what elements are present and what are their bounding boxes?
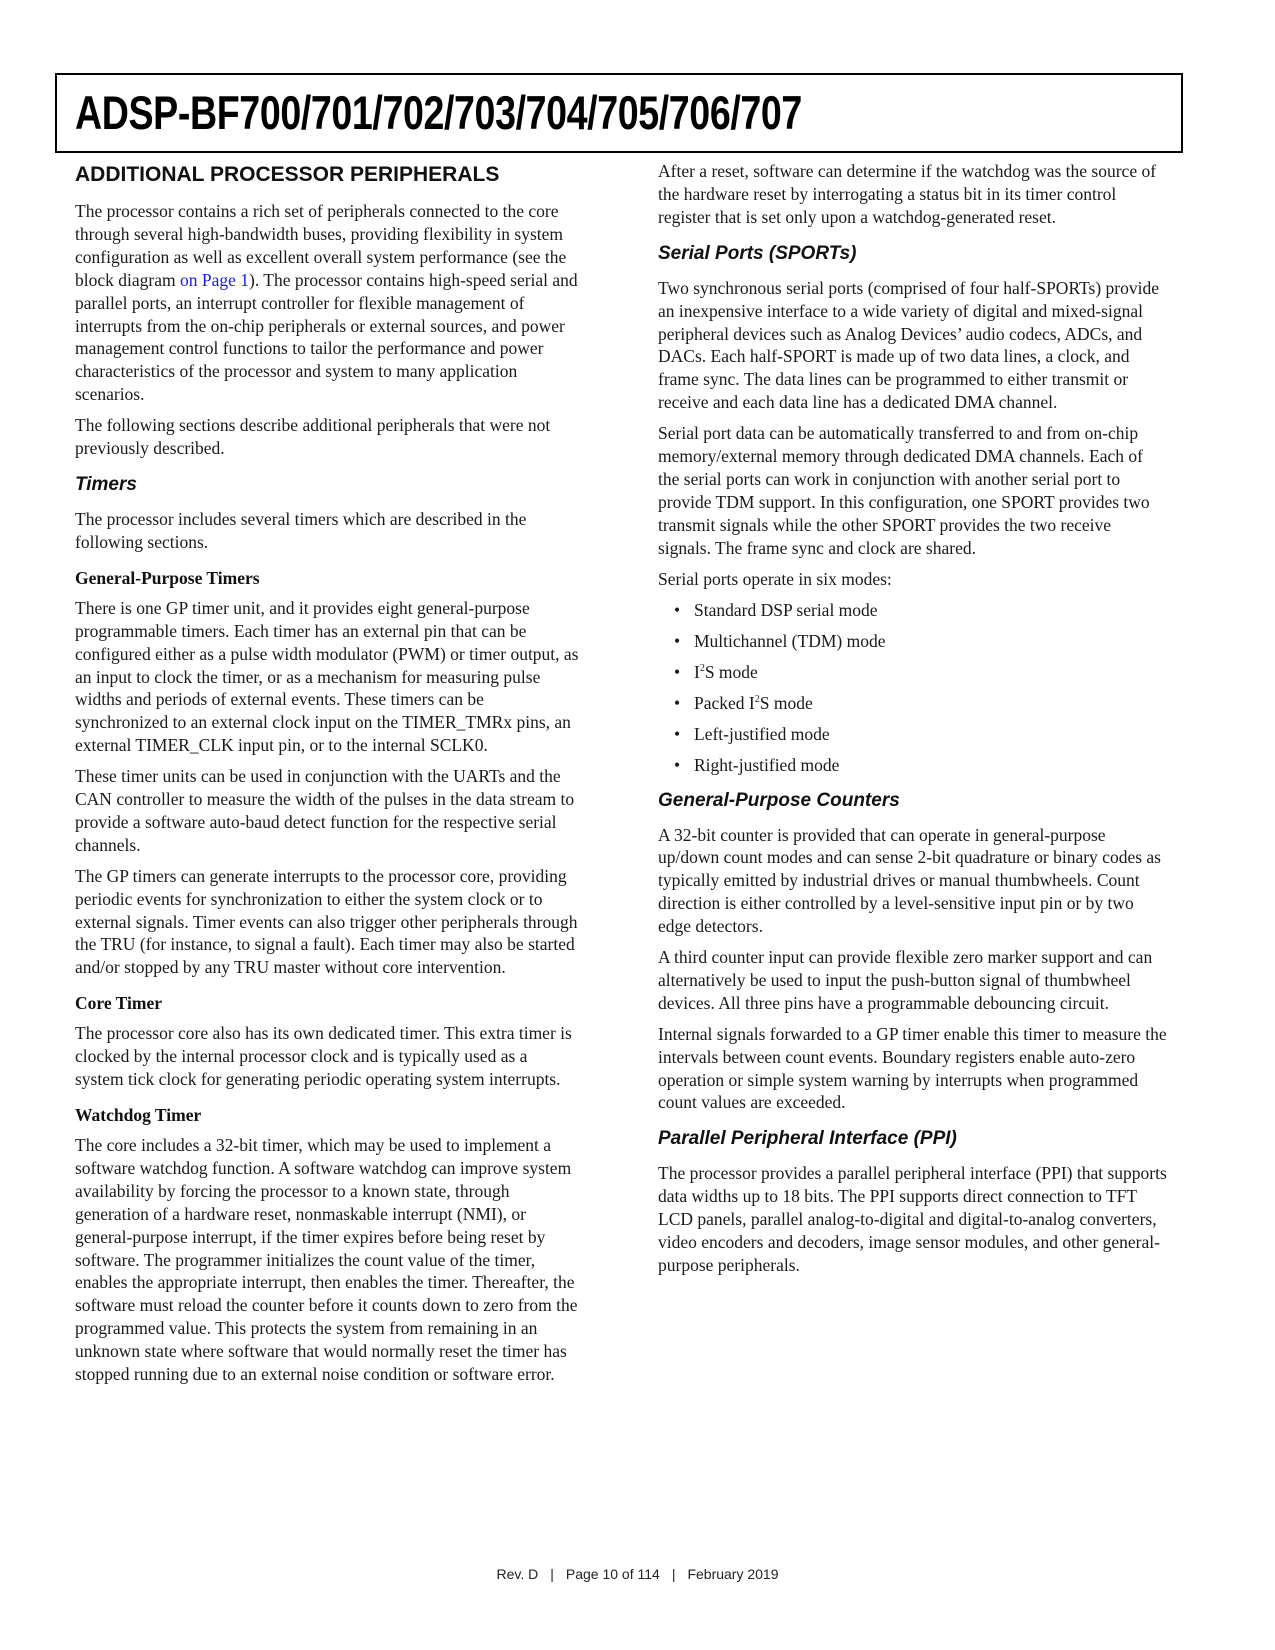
- timers-heading: Timers: [75, 473, 137, 495]
- list-item: • $I^2S$ mode: [674, 661, 1168, 683]
- page-number: Page 10 of 114: [565, 1566, 660, 1582]
- list-item: • Right-justified mode: [674, 754, 1168, 776]
- core-timer-heading: Core Timer: [75, 993, 162, 1014]
- document-header: [55, 73, 1183, 153]
- timers-paragraph: The processor includes several timers which are described in the following sections.: [75, 508, 527, 552]
- right-column: [658, 160, 1168, 1285]
- intro-paragraph-1: The processor contains a rich set of peripherals connected to the core through several high-bandwidth buses, providing flexibility in system configuration as well as excellent overall system performance (see the block diagram on Page 1). The processor contains high-speed serial and parallel ports, an interrupt controller for flexible management of interrupts from the on-chip peripherals or external sources, and power management control functions to tailor the performance and power characteristics of the processor and system to many application scenarios.: [75, 201, 578, 405]
- counters-heading: General-Purpose Counters: [658, 789, 900, 811]
- publication-date: February 2019: [687, 1566, 779, 1582]
- watchdog-timer-paragraph-2: After a reset, software can determine if the watchdog was the source of the hardware reset by interrogating a status bit in its timer control register that is set only upon a watchdog-generated reset.: [658, 161, 1157, 227]
- revision-label: Rev. D: [496, 1566, 539, 1582]
- footer-separator: |: [550, 1566, 554, 1582]
- core-timer-paragraph: The processor core also has its own dedicated timer. This extra timer is clocked by the internal processor clock and is typically used as a system tick clock for generating periodic operating system interrupts.: [75, 1023, 572, 1090]
- gp-timers-heading: General-Purpose Timers: [75, 567, 260, 588]
- gp-timers-paragraph-3: The GP timers can generate interrupts to the processor core, providing periodic events for synchronization to either the system clock or to external signals. Timer events can also trigger other peripherals through the TRU (for instance, to signal a fault). Each timer may also be started and/or stopped by any TRU master without core intervention.: [75, 865, 578, 978]
- sports-paragraph-3: Serial ports operate in six modes:: [658, 568, 892, 589]
- intro-paragraph-2: The following sections describe additional peripherals that were not previously described.: [75, 415, 551, 459]
- ppi-paragraph: The processor provides a parallel peripheral interface (PPI) that supports data widths up to 18 bits. The PPI supports direct connection to TFT LCD panels, parallel analog-to-digital and digital-to-analog converters, video encoders and decoders, image sensor modules, and other general-purpose peripherals.: [658, 1163, 1167, 1275]
- page-footer: [0, 1566, 1275, 1582]
- counters-paragraph-2: A third counter input can provide flexible zero marker support and can alternatively be used to input the push-button signal of thumbwheel devices. All three pins have a programmable debouncing circuit.: [658, 947, 1153, 1013]
- list-item: • Standard DSP serial mode: [674, 599, 1168, 621]
- list-item: • Multichannel (TDM) mode: [674, 630, 1168, 652]
- document-title: ADSP-BF700/701/702/703/704/705/706/707: [75, 86, 802, 139]
- sports-paragraph-1: Two synchronous serial ports (comprised of four half-SPORTs) provide an inexpensive interface to a wide variety of digital and mixed-signal peripheral devices such as Analog Devices’ audio codecs, ADCs, and DACs. Each half-SPORT is made up of two data lines, a clock, and frame sync. The data lines can be programmed to either transmit or receive and each data line has a dedicated DMA channel.: [658, 277, 1159, 413]
- sports-heading: Serial Ports (SPORTs): [658, 242, 857, 264]
- gp-timers-paragraph-1: There is one GP timer unit, and it provides eight general-purpose programmable timers. Each timer has an external pin that can be configured either as a pulse width modulator (PWM) or timer output, as an input to clock the timer, or as a mechanism for measuring pulse widths and periods of external events. These timers can be synchronized to an external clock input on the TIMER_TMRx pins, an external TIMER_CLK input pin, or to the internal SCLK0.: [75, 597, 579, 756]
- counters-paragraph-1: A 32-bit counter is provided that can operate in general-purpose up/down count modes and can sense 2-bit quadrature or binary codes as typically emitted by industrial drives or manual thumbwheels. Count direction is either controlled by a level-sensitive input pin or by two edge detectors.: [658, 824, 1161, 937]
- footer-separator: |: [671, 1566, 676, 1582]
- ppi-heading: Parallel Peripheral Interface (PPI): [658, 1128, 957, 1150]
- sport-modes-list: [658, 599, 1168, 776]
- gp-timers-paragraph-2: These timer units can be used in conjunction with the UARTs and the CAN controller to measure the width of the pulses in the data stream to provide a software auto-baud detect function for the respective serial channels.: [75, 766, 575, 855]
- watchdog-timer-heading: Watchdog Timer: [75, 1105, 202, 1125]
- list-item: • Packed $I^2S$ mode: [674, 692, 1168, 714]
- page-1-link[interactable]: on Page 1: [179, 269, 249, 290]
- list-item: • Left-justified mode: [674, 723, 1168, 745]
- counters-paragraph-3: Internal signals forwarded to a GP timer enable this timer to measure the intervals between count events. Boundary registers enable auto-zero operation or simple system warning by interrupts when programmed count values are exceeded.: [658, 1023, 1167, 1113]
- section-title: ADDITIONAL PROCESSOR PERIPHERALS: [75, 163, 500, 186]
- sports-paragraph-2: Serial port data can be automatically transferred to and from on-chip memory/external memory through dedicated DMA channels. Each of the serial ports can work in conjunction with another serial port to provide TDM support. In this configuration, one SPORT provides two transmit signals while the other SPORT provides the two receive signals. The frame sync and clock are shared.: [658, 423, 1150, 558]
- left-column: [75, 160, 580, 1394]
- watchdog-timer-paragraph-1: The core includes a 32-bit timer, which may be used to implement a software watchdog function. A software watchdog can improve system availability by forcing the processor to a known state, through generation of a hardware reset, nonmaskable interrupt (NMI), or general-purpose interrupt, if the timer expires before being reset by software. The programmer initializes the count value of the timer, enables the appropriate interrupt, then enables the timer. Thereafter, the software must reload the counter before it counts down to zero from the programmed value. This protects the system from remaining in an unknown state where software that would normally reset the timer has stopped running due to an external noise condition or software error.: [75, 1135, 578, 1385]
